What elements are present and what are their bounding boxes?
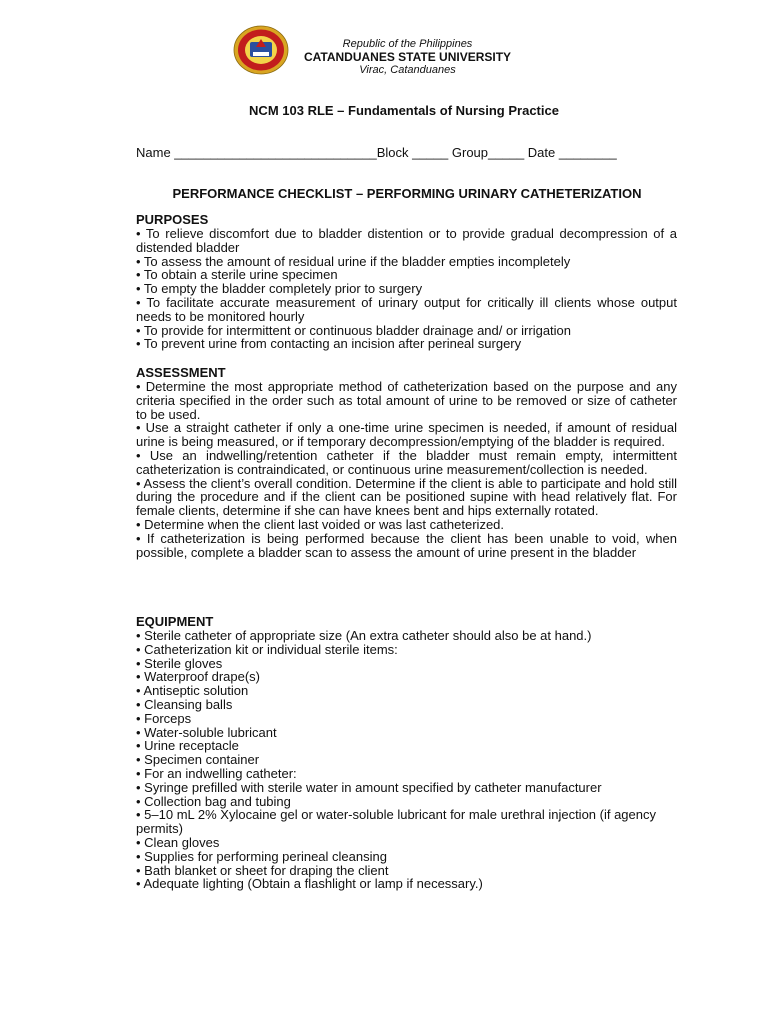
purposes-list <box>136 227 677 351</box>
list-item: • To provide for intermittent or continuous bladder drainage and/ or irrigation <box>136 322 572 338</box>
list-item: • Sterile catheter of appropriate size (An extra catheter should also be at hand.) <box>136 628 592 643</box>
course-title: NCM 103 RLE – Fundamentals of Nursing Practice <box>249 103 559 118</box>
checklist-title: PERFORMANCE CHECKLIST – PERFORMING URINARY CATHETERIZATION <box>172 186 642 201</box>
purposes-heading: PURPOSES <box>136 212 209 227</box>
letterhead <box>290 38 525 77</box>
list-item: • Assess the client’s overall condition. Determine if the client is able to participate and hold still during the procedure and if the client can be positioned supine with head relatively flat. For female clients, determine if she can have knees bent and hips externally rotated. <box>136 475 677 519</box>
list-item: • Syringe prefilled with sterile water in amount specified by catheter manufacturer <box>136 779 602 795</box>
list-item: • Use a straight catheter if only a one-time urine specimen is needed, if amount of residual urine is being measured, or if temporary decompression/emptying of the bladder is required. <box>136 420 677 450</box>
list-item: • To obtain a sterile urine specimen <box>136 267 338 283</box>
list-item: • Sterile gloves <box>136 655 223 671</box>
republic-line: Republic of the Philippines <box>342 38 473 50</box>
assessment-section <box>136 366 677 559</box>
list-item: • Adequate lighting (Obtain a flashlight or lamp if necessary.) <box>136 876 483 892</box>
list-item: • To empty the bladder completely prior to surgery <box>136 281 423 297</box>
list-item: • To relieve discomfort due to bladder distention or to provide gradual decompression of a distended bladder <box>136 226 677 255</box>
list-item: • To facilitate accurate measurement of urinary output for critically ill clients whose output needs to be monitored hourly <box>136 294 677 324</box>
list-item: • Use an indwelling/retention catheter if the bladder must remain empty, intermittent catheterization is contraindicated, or continuous urine measurement/collection is needed. <box>136 447 677 477</box>
list-item: • Cleansing balls <box>136 696 233 712</box>
list-item: • Determine the most appropriate method of catheterization based on the purpose and any criteria specified in the order such as total amount of urine to be removed or size of catheter to be used. <box>136 379 677 422</box>
list-item: • Specimen container <box>136 752 260 768</box>
list-item: • Supplies for performing perineal cleansing <box>136 848 387 864</box>
list-item: • Clean gloves <box>136 834 220 850</box>
list-item: • 5–10 mL 2% Xylocaine gel or water-soluble lubricant for male urethral injection (if agency permits) <box>136 807 656 837</box>
list-item: • Bath blanket or sheet for draping the client <box>136 862 389 878</box>
assessment-list <box>136 380 677 559</box>
list-item: • Urine receptacle <box>136 738 239 754</box>
university-location: Virac, Catanduanes <box>359 64 456 76</box>
list-item: • Waterproof drape(s) <box>136 669 261 685</box>
list-item: • Antiseptic solution <box>136 683 249 699</box>
equipment-heading: EQUIPMENT <box>136 614 214 629</box>
equipment-list <box>136 629 677 891</box>
list-item: • Water-soluble lubricant <box>136 724 277 740</box>
list-item: • Determine when the client last voided or was last catheterized. <box>136 516 505 532</box>
university-name: CATANDUANES STATE UNIVERSITY <box>303 50 512 64</box>
equipment-section <box>136 615 677 891</box>
list-item: • Collection bag and tubing <box>136 793 291 809</box>
list-item: • Forceps <box>136 710 192 726</box>
list-item: • For an indwelling catheter: <box>136 765 297 781</box>
university-seal-logo <box>233 25 289 75</box>
list-item: • To prevent urine from contacting an incision after perineal surgery <box>136 336 522 352</box>
list-item: • If catheterization is being performed because the client has been unable to void, when possible, complete a bladder scan to assess the amount of urine present in the bladder <box>136 530 677 560</box>
list-item: • Catheterization kit or individual sterile items: <box>136 641 398 657</box>
student-info-line: Name ____________________________Block _____ Group_____ Date ________ <box>136 145 617 160</box>
list-item: • To assess the amount of residual urine if the bladder empties incompletely <box>136 253 571 269</box>
purposes-section <box>136 213 677 351</box>
assessment-heading: ASSESSMENT <box>136 365 226 380</box>
